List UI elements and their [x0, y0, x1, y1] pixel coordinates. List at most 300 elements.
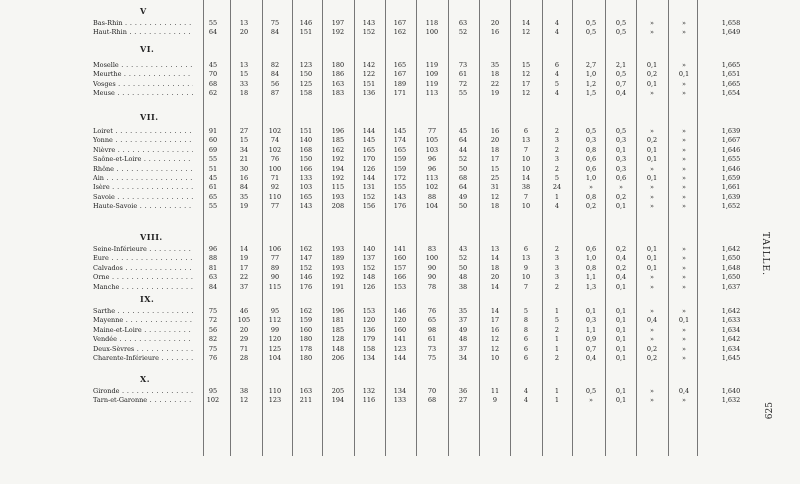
table-row: [0, 395, 740, 405]
table-cell: 6: [523, 335, 529, 344]
table-cell: 165: [362, 145, 376, 154]
table-cell: 0,6: [585, 164, 597, 173]
table-cell: 18: [490, 263, 500, 272]
table-cell: 34: [458, 354, 468, 362]
table-cell: 0,5: [615, 28, 627, 37]
table-cell: 6: [523, 127, 529, 135]
table-cell: 163: [331, 79, 345, 88]
table-cell: 1,642: [721, 245, 741, 253]
table-cell: 96: [427, 155, 437, 164]
table-cell: 1,650: [721, 254, 741, 263]
department-name: Gironde . . .: [93, 386, 193, 396]
table-row: [0, 282, 740, 292]
table-cell: 90: [270, 273, 280, 282]
table-cell: »: [682, 192, 686, 201]
table-cell: 18: [490, 70, 500, 79]
table-cell: 110: [268, 387, 282, 395]
group-label: V: [140, 6, 147, 16]
table-cell: 29: [239, 335, 249, 344]
table-cell: 0,4: [615, 254, 627, 263]
department-name: Charente-Inférieure . . .: [93, 353, 193, 363]
table-cell: »: [650, 325, 654, 334]
table-cell: 73: [427, 344, 437, 353]
table-cell: »: [682, 307, 686, 315]
table-cell: 116: [362, 396, 376, 405]
table-cell: 167: [393, 70, 407, 79]
table-cell: 60: [208, 136, 218, 145]
table-cell: 9: [492, 396, 498, 405]
table-cell: 0,9: [585, 335, 597, 344]
table-cell: 1,0: [585, 70, 597, 79]
table-cell: 63: [458, 19, 468, 27]
table-cell: 211: [299, 396, 313, 405]
table-cell: 2,7: [585, 61, 597, 69]
table-cell: 3: [554, 263, 560, 272]
table-cell: 0,3: [615, 164, 627, 173]
table-cell: 133: [299, 174, 313, 182]
table-cell: 147: [299, 254, 313, 263]
table-cell: 0,3: [615, 136, 627, 145]
table-cell: 1,632: [721, 396, 741, 405]
table-cell: 143: [299, 202, 313, 211]
table-cell: 103: [425, 145, 439, 154]
table-cell: 90: [427, 263, 437, 272]
table-cell: 33: [239, 79, 249, 88]
table-cell: 159: [393, 155, 407, 164]
table-cell: 193: [331, 263, 345, 272]
table-cell: 166: [393, 273, 407, 282]
table-cell: 160: [299, 325, 313, 334]
table-cell: »: [650, 202, 654, 211]
table-cell: 96: [427, 164, 437, 173]
table-cell: 176: [299, 282, 313, 291]
table-cell: 1,665: [721, 79, 741, 88]
department-name: Tarn-et-Garonne . . .: [93, 395, 193, 405]
table-cell: 140: [362, 245, 376, 253]
department-name: Haut-Rhin . . .: [93, 27, 193, 37]
table-cell: 10: [521, 155, 531, 164]
table-cell: 19: [490, 89, 500, 98]
table-cell: 109: [425, 70, 439, 79]
table-cell: 17: [490, 316, 500, 325]
table-cell: 4: [554, 202, 560, 211]
table-cell: 52: [458, 28, 468, 37]
table-cell: 186: [331, 70, 345, 79]
table-cell: »: [682, 19, 686, 27]
department-name: Meurthe . . .: [93, 69, 193, 79]
table-cell: 20: [490, 136, 500, 145]
table-cell: 12: [521, 89, 531, 98]
table-cell: 12: [490, 192, 500, 201]
table-cell: 16: [490, 127, 500, 135]
table-cell: 153: [362, 307, 376, 315]
table-cell: 192: [331, 273, 345, 282]
table-cell: 1,646: [721, 145, 741, 154]
table-cell: 19: [239, 254, 249, 263]
table-cell: 0,2: [615, 245, 627, 253]
table-cell: 140: [299, 136, 313, 145]
department-name: Vendée . . .: [93, 334, 193, 344]
table-cell: 13: [490, 245, 500, 253]
department-name: Sarthe . . .: [93, 306, 193, 316]
table-cell: 72: [458, 79, 468, 88]
table-cell: 52: [458, 254, 468, 263]
table-cell: 4: [554, 19, 560, 27]
table-cell: 71: [239, 344, 249, 353]
table-cell: 0,1: [646, 263, 658, 272]
table-cell: 152: [362, 192, 376, 201]
table-cell: 6: [523, 344, 529, 353]
table-cell: 102: [268, 145, 282, 154]
table-cell: 48: [458, 335, 468, 344]
table-cell: 1,1: [585, 273, 597, 282]
table-cell: 90: [427, 273, 437, 282]
table-cell: »: [650, 183, 654, 192]
table-cell: 136: [362, 89, 376, 98]
table-cell: 55: [208, 202, 218, 211]
department-name: Calvados . . .: [93, 263, 193, 273]
table-cell: 78: [427, 282, 437, 291]
table-cell: 1,2: [585, 79, 597, 88]
table-cell: 150: [299, 70, 313, 79]
table-cell: 194: [331, 164, 345, 173]
table-cell: 144: [393, 354, 407, 362]
table-row: [0, 353, 740, 363]
table-cell: 159: [393, 164, 407, 173]
table-cell: 118: [425, 19, 439, 27]
table-cell: 125: [299, 79, 313, 88]
table-cell: 13: [239, 19, 249, 27]
table-cell: 0,8: [585, 192, 597, 201]
table-cell: 0,5: [585, 127, 597, 135]
table-cell: 0,1: [615, 282, 627, 291]
department-name: Loiret . . .: [93, 126, 193, 136]
table-cell: 14: [490, 282, 500, 291]
table-cell: 1,639: [721, 192, 741, 201]
table-cell: 20: [490, 19, 500, 27]
table-cell: 205: [331, 387, 345, 395]
table-cell: »: [650, 19, 654, 27]
table-cell: »: [650, 387, 654, 395]
table-cell: 156: [362, 202, 376, 211]
table-cell: »: [650, 273, 654, 282]
table-cell: 193: [331, 192, 345, 201]
table-cell: 122: [362, 70, 376, 79]
table-cell: »: [650, 89, 654, 98]
table-cell: 141: [393, 335, 407, 344]
table-cell: 17: [490, 155, 500, 164]
table-cell: 151: [299, 127, 313, 135]
table-cell: 162: [299, 245, 313, 253]
table-cell: 119: [425, 61, 439, 69]
table-cell: 1,655: [721, 155, 741, 164]
table-cell: 68: [458, 174, 468, 182]
table-cell: 35: [490, 61, 500, 69]
table-cell: 35: [239, 192, 249, 201]
table-cell: 0,3: [615, 155, 627, 164]
table-cell: 61: [208, 183, 218, 192]
table-cell: 10: [521, 164, 531, 173]
table-cell: 137: [362, 254, 376, 263]
table-cell: 166: [299, 164, 313, 173]
table-cell: 11: [490, 387, 500, 395]
table-cell: 1,651: [721, 70, 741, 79]
table-cell: 0,7: [585, 344, 597, 353]
department-name: Rhône . . .: [93, 164, 193, 174]
table-cell: 0,2: [646, 344, 658, 353]
department-name: Moselle . . .: [93, 60, 193, 70]
table-cell: 180: [299, 354, 313, 362]
table-cell: 22: [490, 79, 500, 88]
table-cell: 189: [393, 79, 407, 88]
table-cell: 14: [490, 254, 500, 263]
table-cell: 1,659: [721, 174, 741, 182]
table-cell: 48: [458, 273, 468, 282]
table-cell: 103: [299, 183, 313, 192]
table-cell: 75: [270, 19, 280, 27]
table-cell: 105: [425, 136, 439, 145]
table-cell: 73: [458, 61, 468, 69]
table-cell: 83: [427, 245, 437, 253]
table-cell: 0,8: [585, 145, 597, 154]
table-cell: 0,2: [646, 70, 658, 79]
table-cell: 0,4: [646, 316, 658, 325]
table-cell: 12: [490, 344, 500, 353]
table-cell: 181: [331, 316, 345, 325]
table-cell: 68: [427, 396, 437, 405]
table-cell: 16: [239, 174, 249, 182]
table-cell: 0,1: [615, 307, 627, 315]
table-cell: 113: [425, 174, 439, 182]
table-cell: 112: [268, 316, 282, 325]
table-cell: 115: [331, 183, 345, 192]
table-cell: 159: [299, 316, 313, 325]
table-cell: 1,639: [721, 127, 741, 135]
table-cell: »: [682, 254, 686, 263]
table-cell: 194: [331, 396, 345, 405]
department-name: Yonne . . .: [93, 135, 193, 145]
table-cell: 134: [393, 387, 407, 395]
table-cell: 25: [490, 174, 500, 182]
table-cell: 14: [239, 245, 249, 253]
table-cell: 153: [393, 282, 407, 291]
table-cell: 14: [521, 19, 531, 27]
table-cell: 1: [554, 335, 560, 344]
table-cell: 52: [458, 155, 468, 164]
table-cell: 176: [393, 202, 407, 211]
table-cell: 20: [490, 273, 500, 282]
table-cell: 12: [521, 28, 531, 37]
table-cell: 37: [239, 282, 249, 291]
table-cell: 0,1: [646, 254, 658, 263]
table-cell: 4: [523, 396, 529, 405]
table-cell: 8: [523, 316, 529, 325]
table-cell: 91: [208, 127, 218, 135]
table-cell: 165: [393, 61, 407, 69]
table-cell: 45: [458, 127, 468, 135]
table-cell: 55: [208, 19, 218, 27]
table-cell: 75: [208, 344, 218, 353]
table-cell: 191: [331, 282, 345, 291]
table-cell: 1,661: [721, 183, 741, 192]
table-cell: 0,4: [615, 89, 627, 98]
table-cell: 22: [239, 273, 249, 282]
table-cell: 0,6: [615, 174, 627, 182]
table-cell: »: [682, 354, 686, 362]
table-cell: 1,1: [585, 325, 597, 334]
table-cell: 28: [239, 354, 249, 362]
table-cell: 0,6: [585, 155, 597, 164]
table-cell: 128: [331, 335, 345, 344]
department-name: Orne . . .: [93, 272, 193, 282]
table-cell: 7: [523, 145, 529, 154]
table-cell: 0,5: [615, 19, 627, 27]
table-cell: 65: [208, 192, 218, 201]
table-cell: 172: [393, 174, 407, 182]
table-cell: 1,633: [721, 316, 741, 325]
table-cell: 12: [239, 396, 249, 405]
table-cell: 8: [523, 325, 529, 334]
table-cell: 0,1: [646, 61, 658, 69]
table-cell: 87: [270, 89, 280, 98]
department-name: Ain . . .: [93, 173, 193, 183]
table-cell: 1,5: [585, 89, 597, 98]
table-cell: 1,645: [721, 354, 741, 362]
table-cell: 31: [490, 183, 500, 192]
table-cell: 0,1: [585, 307, 597, 315]
table-cell: 0,4: [615, 273, 627, 282]
table-cell: 84: [270, 70, 280, 79]
table-cell: 162: [393, 28, 407, 37]
table-cell: 133: [393, 396, 407, 405]
table-cell: 134: [362, 354, 376, 362]
table-cell: 2: [554, 325, 560, 334]
table-cell: 1,634: [721, 325, 741, 334]
department-name: Deux-Sèvres . . .: [93, 344, 193, 354]
department-name: Eure . . .: [93, 253, 193, 263]
table-cell: 165: [299, 192, 313, 201]
table-cell: 1,665: [721, 61, 741, 69]
table-cell: 148: [331, 344, 345, 353]
department-name: Savoie . . .: [93, 192, 193, 202]
table-cell: 155: [393, 183, 407, 192]
table-cell: 165: [393, 145, 407, 154]
table-cell: 0,6: [585, 245, 597, 253]
table-cell: 0,1: [678, 70, 690, 79]
table-cell: 64: [208, 28, 218, 37]
table-cell: 18: [490, 202, 500, 211]
table-cell: 20: [239, 28, 249, 37]
table-cell: 0,2: [646, 354, 658, 362]
table-cell: 18: [239, 89, 249, 98]
table-cell: 72: [208, 316, 218, 325]
table-cell: 38: [239, 387, 249, 395]
table-cell: 7: [523, 192, 529, 201]
table-cell: 17: [521, 79, 531, 88]
table-cell: 174: [393, 136, 407, 145]
table-cell: 61: [427, 335, 437, 344]
table-cell: 35: [458, 307, 468, 315]
table-cell: 180: [299, 335, 313, 344]
table-cell: 38: [521, 183, 531, 192]
table-cell: 6: [523, 354, 529, 362]
table-cell: 1,634: [721, 344, 741, 353]
table-cell: 36: [458, 387, 468, 395]
table-cell: 178: [299, 344, 313, 353]
table-cell: 185: [331, 136, 345, 145]
table-cell: 105: [237, 316, 251, 325]
table-cell: 158: [362, 344, 376, 353]
table-cell: 10: [490, 354, 500, 362]
table-cell: 19: [239, 202, 249, 211]
table-cell: 145: [362, 136, 376, 145]
department-name: Isère . . .: [93, 182, 193, 192]
table-cell: 104: [268, 354, 282, 362]
table-cell: 64: [458, 183, 468, 192]
table-cell: 4: [554, 28, 560, 37]
table-cell: 123: [299, 61, 313, 69]
table-cell: 76: [270, 155, 280, 164]
table-cell: 143: [393, 192, 407, 201]
table-cell: 6: [554, 61, 560, 69]
table-cell: 144: [362, 127, 376, 135]
table-cell: 15: [490, 164, 500, 173]
table-cell: 146: [299, 273, 313, 282]
table-cell: 77: [427, 127, 437, 135]
table-cell: 196: [331, 307, 345, 315]
table-row: [0, 201, 740, 211]
table-cell: 20: [239, 325, 249, 334]
table-cell: 10: [521, 273, 531, 282]
table-cell: 1,637: [721, 282, 741, 291]
table-cell: 2: [554, 145, 560, 154]
table-cell: 69: [208, 145, 218, 154]
table-cell: 1: [554, 387, 560, 395]
table-cell: 170: [362, 155, 376, 164]
table-cell: 131: [362, 183, 376, 192]
table-cell: 1: [554, 192, 560, 201]
table-cell: 1,0: [585, 174, 597, 182]
table-cell: 89: [270, 263, 280, 272]
table-cell: »: [650, 127, 654, 135]
table-cell: 160: [393, 254, 407, 263]
table-cell: 123: [268, 396, 282, 405]
table-cell: 0,1: [646, 79, 658, 88]
table-cell: 115: [268, 282, 282, 291]
table-cell: 88: [208, 254, 218, 263]
table-cell: 37: [458, 344, 468, 353]
table-cell: 143: [362, 19, 376, 27]
table-cell: 171: [393, 89, 407, 98]
table-cell: 18: [490, 145, 500, 154]
table-cell: 151: [362, 79, 376, 88]
table-cell: 1,646: [721, 164, 741, 173]
table-cell: 0,1: [615, 344, 627, 353]
table-cell: 21: [239, 155, 249, 164]
table-cell: 1,3: [585, 282, 597, 291]
page-number: 625: [765, 402, 775, 420]
table-row: [0, 27, 740, 37]
table-cell: »: [682, 396, 686, 405]
table-cell: 2: [554, 354, 560, 362]
table-cell: 16: [490, 28, 500, 37]
table-cell: 3: [554, 155, 560, 164]
table-cell: 13: [521, 136, 531, 145]
table-cell: 185: [331, 325, 345, 334]
table-cell: »: [682, 263, 686, 272]
table-cell: 192: [331, 174, 345, 182]
department-name: Maine-et-Loire . . .: [93, 325, 193, 335]
